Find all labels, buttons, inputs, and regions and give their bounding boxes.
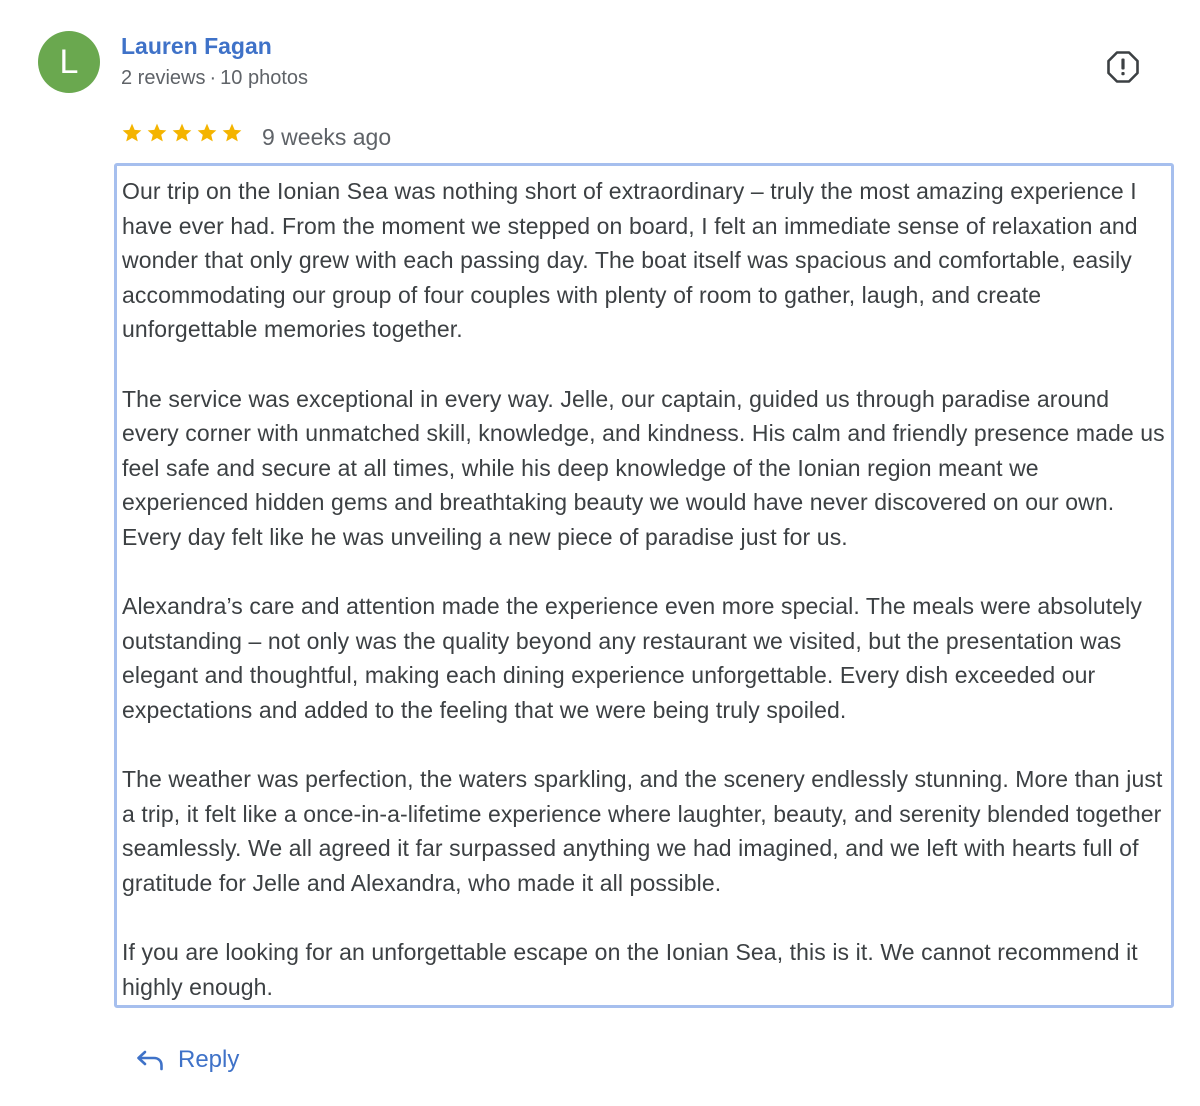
photo-count: 10 photos <box>220 67 309 89</box>
star-icon <box>221 122 243 144</box>
star-icon <box>121 122 143 144</box>
meta-separator: · <box>209 67 217 89</box>
star-rating <box>121 122 243 144</box>
star-icon <box>146 122 168 144</box>
report-flag-icon <box>1106 50 1140 84</box>
reply-arrow-icon <box>136 1049 164 1071</box>
review-text-box <box>114 163 1174 1008</box>
review-paragraph: The service was exceptional in every way. Jelle, our captain, guided us through paradise around every corner with unmatched skill, knowledge, and kindness. His calm and friendly presence made us feel safe and secure at all times, while his deep knowledge of the Ionian region meant we experienced hidden gems and breathtaking beauty we would have never discovered on our own. Every day felt like he was unveiling a new piece of paradise just for us. <box>122 385 1165 550</box>
review-paragraph: Alexandra’s care and attention made the experience even more special. The meals were absolutely outstanding – not only was the quality beyond any restaurant we visited, but the presentation was elegant and thoughtful, making each dining experience unforgettable. Every dish exceeded our expectations and added to the feeling that we were being truly spoiled. <box>122 593 1142 723</box>
reply-button[interactable] <box>136 1046 239 1074</box>
review-paragraph: If you are looking for an unforgettable escape on the Ionian Sea, this is it. We cannot recommend it highly enough. <box>122 939 1138 1000</box>
review-paragraph: The weather was perfection, the waters sparkling, and the scenery endlessly stunning. More than just a trip, it felt like a once-in-a-lifetime experience where laughter, beauty, and serenity blended together seamlessly. We all agreed it far surpassed anything we had imagined, and we left with hearts full of gratitude for Jelle and Alexandra, who made it all possible. <box>122 766 1163 896</box>
avatar[interactable]: L <box>38 31 100 93</box>
review-count: 2 reviews <box>121 67 206 89</box>
review-paragraph: Our trip on the Ionian Sea was nothing short of extraordinary – truly the most amazing experience I have ever had. From the moment we stepped on board, I felt an immediate sense of relaxation and wonder that only grew with each passing day. The boat itself was spacious and comfortable, easily accommodating our group of four couples with plenty of room to gather, laugh, and create unforgettable memories together. <box>122 178 1138 343</box>
review-timestamp: 9 weeks ago <box>262 124 392 150</box>
star-icon <box>196 122 218 144</box>
report-button[interactable] <box>1106 50 1140 84</box>
author-meta <box>121 67 308 90</box>
reply-label: Reply <box>178 1046 240 1073</box>
star-icon <box>171 122 193 144</box>
author-name-link[interactable]: Lauren Fagan <box>121 33 272 59</box>
